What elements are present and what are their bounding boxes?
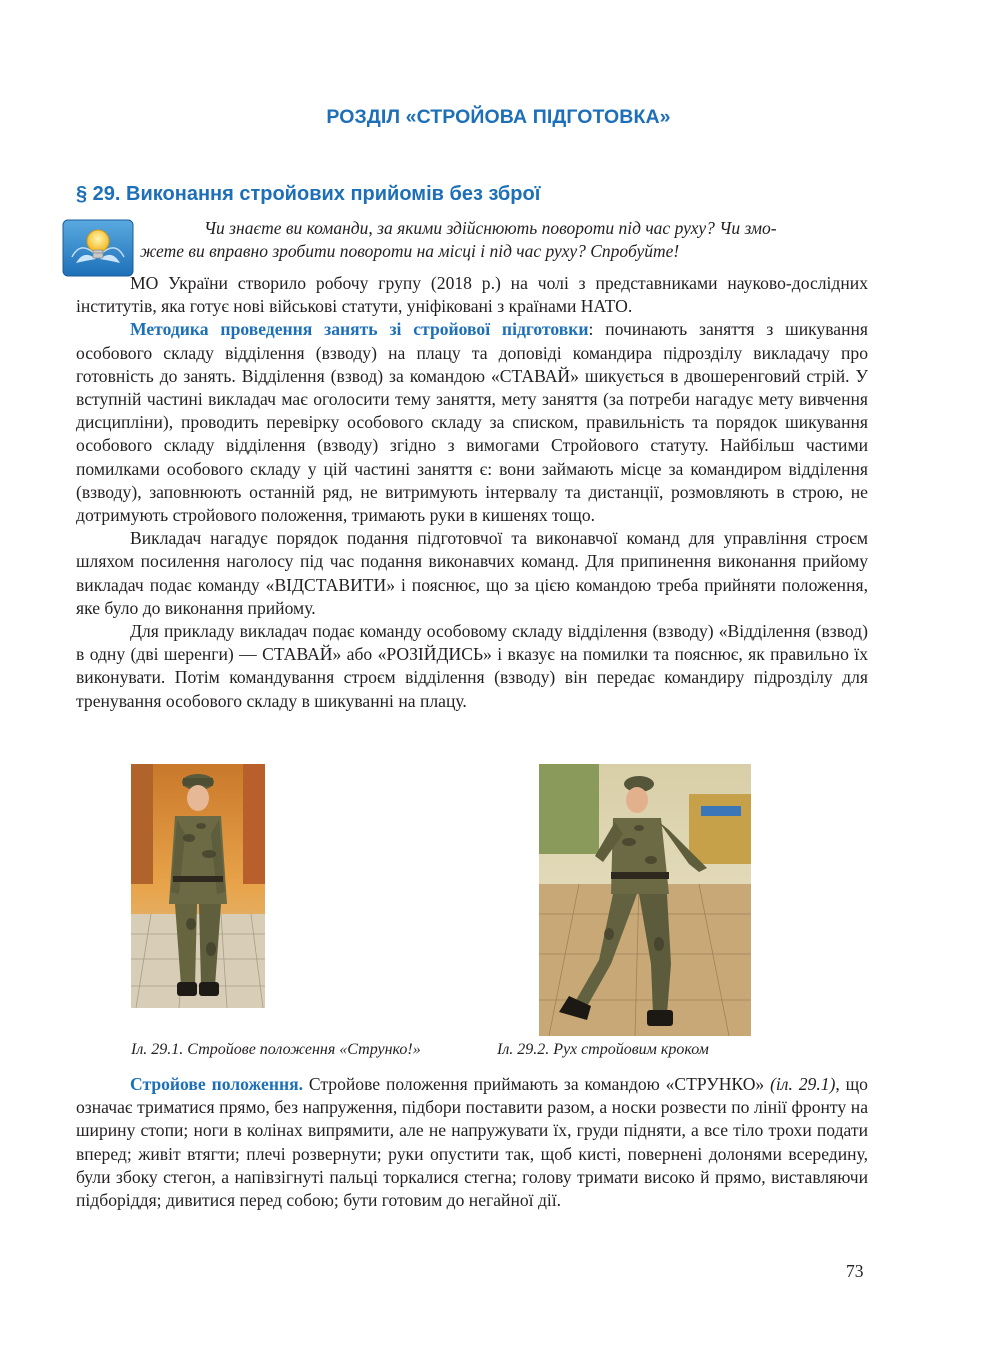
example-paragraph: Для прикладу викладач подає команду особовому складу відділення (взводу) «Відділення (взвод) в одну (дві шеренги) — СТАВАЙ» або «РОЗІЙДИСЬ» і вказує на помилки та пояснює, як правильно їх виконувати. Потім командування строєм відділення (взводу) він передає командиру підрозділу для тренування особового складу в шикуванні на плацу. <box>76 621 868 711</box>
section-title: РОЗДІЛ «СТРОЙОВА ПІДГОТОВКА» <box>326 106 671 128</box>
figure-caption: Іл. 29.2. Рух стройовим кроком <box>497 1041 709 1058</box>
question-line: Чи знаєте ви команди, за якими здійснюють повороти під час руху? Чи змо- <box>204 218 777 238</box>
figure-marching-photo <box>539 764 751 1036</box>
drill-position-text: Стройове положення приймають за командою «СТРУНКО» <box>303 1074 771 1094</box>
figure-caption: Іл. 29.1. Стройове положення «Струнко!» <box>131 1041 421 1058</box>
methodology-term: Методика проведення занять зі стройової підготовки <box>130 319 589 340</box>
paragraph-heading: § 29. Виконання стройових прийомів без зброї <box>76 183 541 205</box>
lightbulb-icon <box>62 219 134 277</box>
drill-position-text: , що означає триматися прямо, без напруження, підбори поставити разом, а носки розвести по лінії фронту на ширину стопи; ноги в колінах випрямити, але не напружувати їх, груди підняти, а все тіло трохи подати вперед; живіт втягти; плечі розвернути; руки опустити так, щоб кисті, повернені долонями всередину, були збоку стегон, а напівзігнуті пальці торкалися стегна; голову тримати високо й прямо, виставляючи підборіддя; дивитися перед собою; бути готовим до негайної дії. <box>76 1074 868 1211</box>
page-number: 73 <box>846 1261 864 1281</box>
methodology-paragraph <box>76 318 868 527</box>
warmup-question <box>140 217 868 263</box>
figure-reference: (іл. 29.1) <box>770 1074 836 1094</box>
body-top <box>76 272 868 713</box>
drill-position-term: Стройове положення. <box>130 1074 304 1094</box>
body-bottom <box>76 1073 868 1212</box>
figure-attention-photo <box>131 764 265 1008</box>
methodology-text: : починають заняття з шикування особового складу відділення (взводу) на плацу та доповіді командира підрозділу викладачу про готовність до занять. Відділення (взвод) за командою «СТАВАЙ» шикується в двошеренговий стрій. У вступній частині викладач має оголосити тему заняття, мету заняття (за потреби нагадує мету вивчення дисципліни), проводить перевірку особового складу за списком, правильність та порядок шикування особового складу відділення (взводу) згідно з вимогами Стройового статуту. Найбільш частими помилками особового складу у цій частині заняття є: вони займають місце за командиром відділення (взводу), заповнюють останній ряд, не витримують інтервалу та дистанції, розмовляють в строю, не дотримують стройового положення, тримають руки в кишенях тощо. <box>76 319 869 526</box>
drill-position-paragraph <box>76 1073 868 1212</box>
commands-paragraph: Викладач нагадує порядок подання підготовчої та виконавчої команд для управління строєм шляхом посилення наголосу під час подання виконавчих команд. Для припинення виконання прийому викладач подає команду «ВІДСТАВИТИ» і пояснює, що за цією командою треба прийняти положення, яке було до виконання прийому. <box>76 528 868 618</box>
intro-paragraph: МО України створило робочу групу (2018 р.) на чолі з представниками науково-дослідних інститутів, яка готує нові військові статути, уніфіковані з країнами НАТО. <box>76 273 868 317</box>
question-line: жете ви вправно зробити повороти на місці і під час руху? Спробуйте! <box>140 241 680 261</box>
